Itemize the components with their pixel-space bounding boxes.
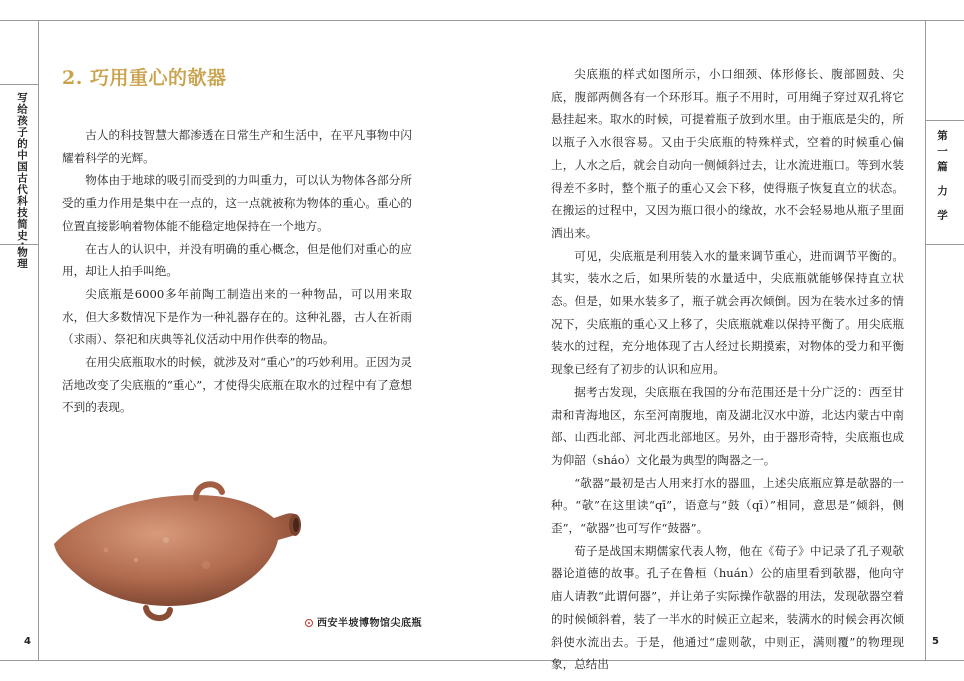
paragraph: 物体由于地球的吸引而受到的力叫重力，可以认为物体各部分所受的重力作用是集中在一点的，这一点就被称为物体的重心。重心的位置直接影响着物体能不能稳定地保持在一个地方。 [62, 173, 412, 233]
circle-dot-icon [305, 619, 313, 627]
paragraph: “欹器”最初是古人用来打水的器皿，上述尖底瓶应算是欹器的一种。“欹”在这里读“qī”，语意与“鼓（qī）”相同，意思是“倾斜，侧歪”，“欹器”也可写作“鼓器”。 [551, 475, 904, 536]
paragraph: 据考古发现，尖底瓶在我国的分布范围还是十分广泛的：西至甘肃和青海地区，东至河南腹地，南及湖北汉水中游，北达内蒙古中南部、山西北部、河北西北部地区。另外，由于器形奇特，尖底瓶也成为仰韶（sháo）文化最为典型的陶器之一。 [551, 384, 904, 467]
page-number-right: 5 [932, 636, 939, 647]
image-caption [305, 614, 422, 629]
paragraph: 荀子是战国末期儒家代表人物，他在《荀子》中记录了孔子观欹器论道德的故事。孔子在鲁桓（huán）公的庙里看到欹器，他向守庙人请教“此谓何器”，并让弟子实际操作欹器的用法，发现欹器空着的时候倾斜着，装了一半水的时候正立起来，装满水的时候会再次倾斜使水流出去。于是，他通过“虚则欹，中则正，满则覆”的物理现象，总结出 [551, 543, 904, 672]
right-margin-rule [925, 20, 926, 660]
top-rule [0, 20, 964, 21]
running-head-right: 第一篇 力 学 [936, 130, 948, 225]
right-tab-top [925, 120, 964, 121]
caption-text: 西安半坡博物馆尖底瓶 [317, 618, 422, 629]
right-column [551, 63, 904, 676]
paragraph: 尖底瓶是6000多年前陶工制造出来的一种物品，可以用来取水，但大多数情况下是作为一种礼器存在的。这种礼器，古人在祈雨（求雨）、祭祀和庆典等礼仪活动中用作供奉的物品。 [62, 286, 412, 347]
paragraph: 在古人的认识中，并没有明确的重心概念，但是他们对重心的应用，却让人拍手叫绝。 [62, 241, 412, 279]
paragraph: 可见，尖底瓶是利用装入水的量来调节重心，进而调节平衡的。其实，装水之后，如果所装的水量适中，尖底瓶就能够保持直立状态。但是，如果水装多了，瓶子就会再次倾倒。因为在装水过多的情况下，尖底瓶的重心又上移了，尖底瓶就难以保持平衡了。用尖底瓶装水的过程，充分地体现了古人经过长期摸索，对物体的受力和平衡现象已经有了初步的认识和应用。 [551, 248, 904, 377]
vessel-body [54, 484, 301, 618]
paragraph: 尖底瓶的样式如图所示，小口细颈、体形修长、腹部圆鼓、尖底，腹部两侧各有一个环形耳。瓶子不用时，可用绳子穿过双孔将它悬挂起来。取水的时候，可提着瓶子放到水里。由于瓶底是尖的，所以瓶子入水很容易。又由于尖底瓶的特殊样式，空着的时候重心偏上，人水之后，就会自动向一侧倾斜过去，让水流进瓶口。等到水装得差不多时，整个瓶子的重心又会下移，使得瓶子恢复直立的状态。在搬运的过程中，又因为瓶口很小的缘故，水不会轻易地从瓶子里面洒出来。 [551, 67, 904, 240]
section-title: 2. 巧用重心的欹器 [62, 67, 227, 89]
running-head-left: 写给孩子的中国古代科技简史·物理 [16, 92, 28, 270]
paragraph: 在用尖底瓶取水的时候，就涉及对“重心”的巧妙利用。正因为灵活地改变了尖底瓶的“重心”，才使得尖底瓶在取水的过程中有了意想不到的表现。 [62, 355, 412, 415]
left-margin-rule [38, 20, 39, 660]
right-tab-bottom [925, 244, 964, 245]
pointed-bottom-bottle-image [46, 470, 308, 630]
left-tab-top [0, 84, 38, 85]
page-number-left: 4 [24, 636, 31, 647]
left-column [62, 124, 412, 419]
paragraph: 古人的科技智慧大都渗透在日常生产和生活中，在平凡事物中闪耀着科学的光辉。 [62, 128, 412, 165]
